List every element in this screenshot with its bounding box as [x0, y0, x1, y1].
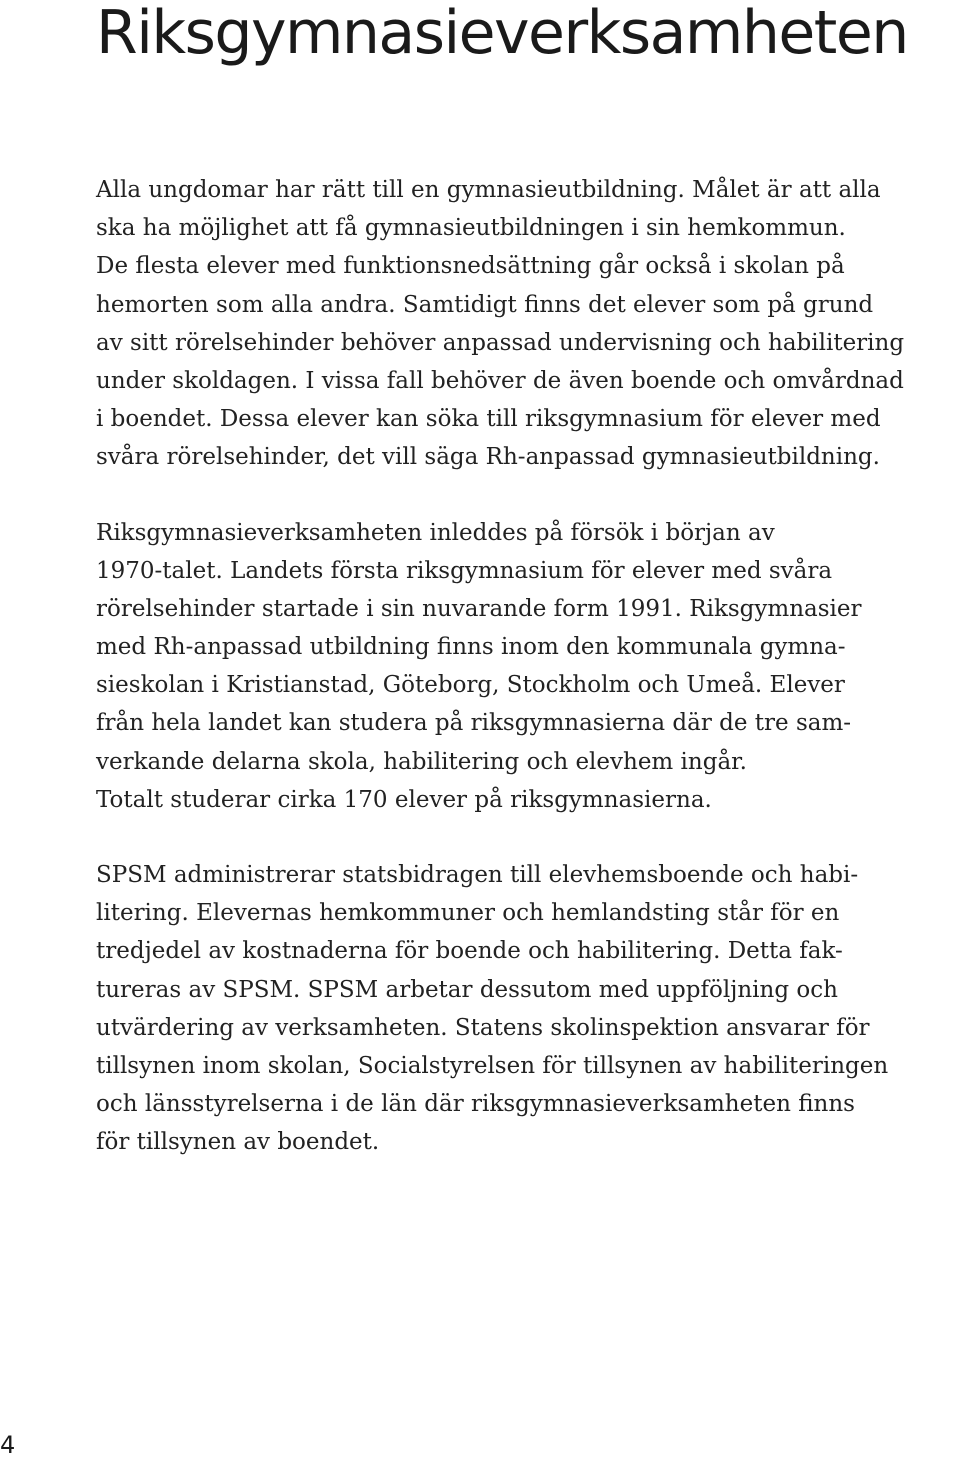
- paragraph-spacer: [96, 477, 954, 514]
- text-line: SPSM administrerar statsbidragen till elevhemsboende och habi-: [96, 862, 859, 888]
- page-number: 4: [0, 1431, 16, 1459]
- text-line: Totalt studerar cirka 170 elever på riksgymnasierna.: [96, 786, 712, 813]
- text-line: De flesta elever med funktionsnedsättning går också i skolan på: [96, 253, 845, 280]
- text-line: 1970-talet. Landets första riksgymnasium för elever med svåra: [96, 557, 833, 584]
- text-line: svåra rörelsehinder, det vill säga Rh-anpassad gymnasieutbildning.: [96, 444, 880, 471]
- text-line: av sitt rörelsehinder behöver anpassad undervisning och habilitering: [96, 329, 905, 356]
- text-line: i boendet. Dessa elever kan söka till riksgymnasium för elever med: [96, 406, 881, 433]
- text-line: från hela landet kan studera på riksgymnasierna där de tre sam-: [96, 710, 852, 737]
- text-line: Riksgymnasieverksamheten inleddes på försök i början av: [96, 519, 775, 546]
- paragraph-intro: [96, 171, 954, 477]
- paragraph-history: [96, 514, 954, 820]
- body-text: [96, 171, 954, 1162]
- paragraph-administration: [96, 856, 954, 1162]
- text-line: ska ha möjlighet att få gymnasieutbildningen i sin hemkommun.: [96, 215, 846, 242]
- text-line: hemorten som alla andra. Samtidigt finns det elever som på grund: [96, 291, 874, 318]
- text-line: under skoldagen. I vissa fall behöver de även boende och omvårdnad: [96, 367, 904, 394]
- text-line: tureras av SPSM. SPSM arbetar dessutom med uppföljning och: [96, 976, 838, 1003]
- paragraph-spacer: [96, 819, 954, 856]
- text-line: litering. Elevernas hemkommuner och hemlandsting står för en: [96, 900, 840, 927]
- text-line: rörelsehinder startade i sin nuvarande form 1991. Riksgymnasier: [96, 595, 862, 622]
- text-line: verkande delarna skola, habilitering och elevhem ingår.: [96, 748, 747, 775]
- text-line: med Rh-anpassad utbildning finns inom den kommunala gymna-: [96, 634, 846, 661]
- text-line: tredjedel av kostnaderna för boende och habilitering. Detta fak-: [96, 938, 843, 965]
- text-line: för tillsynen av boendet.: [96, 1129, 380, 1156]
- text-line: Alla ungdomar har rätt till en gymnasieutbildning. Målet är att alla: [96, 177, 881, 203]
- page-title: Riksgymnasieverksamheten: [96, 0, 908, 68]
- text-line: och länsstyrelserna i de län där riksgymnasieverksamheten finns: [96, 1091, 855, 1118]
- text-line: tillsynen inom skolan, Socialstyrelsen för tillsynen av habiliteringen: [96, 1052, 889, 1079]
- text-line: utvärdering av verksamheten. Statens skolinspektion ansvarar för: [96, 1014, 870, 1041]
- text-line: sieskolan i Kristianstad, Göteborg, Stockholm och Umeå. Elever: [96, 672, 845, 699]
